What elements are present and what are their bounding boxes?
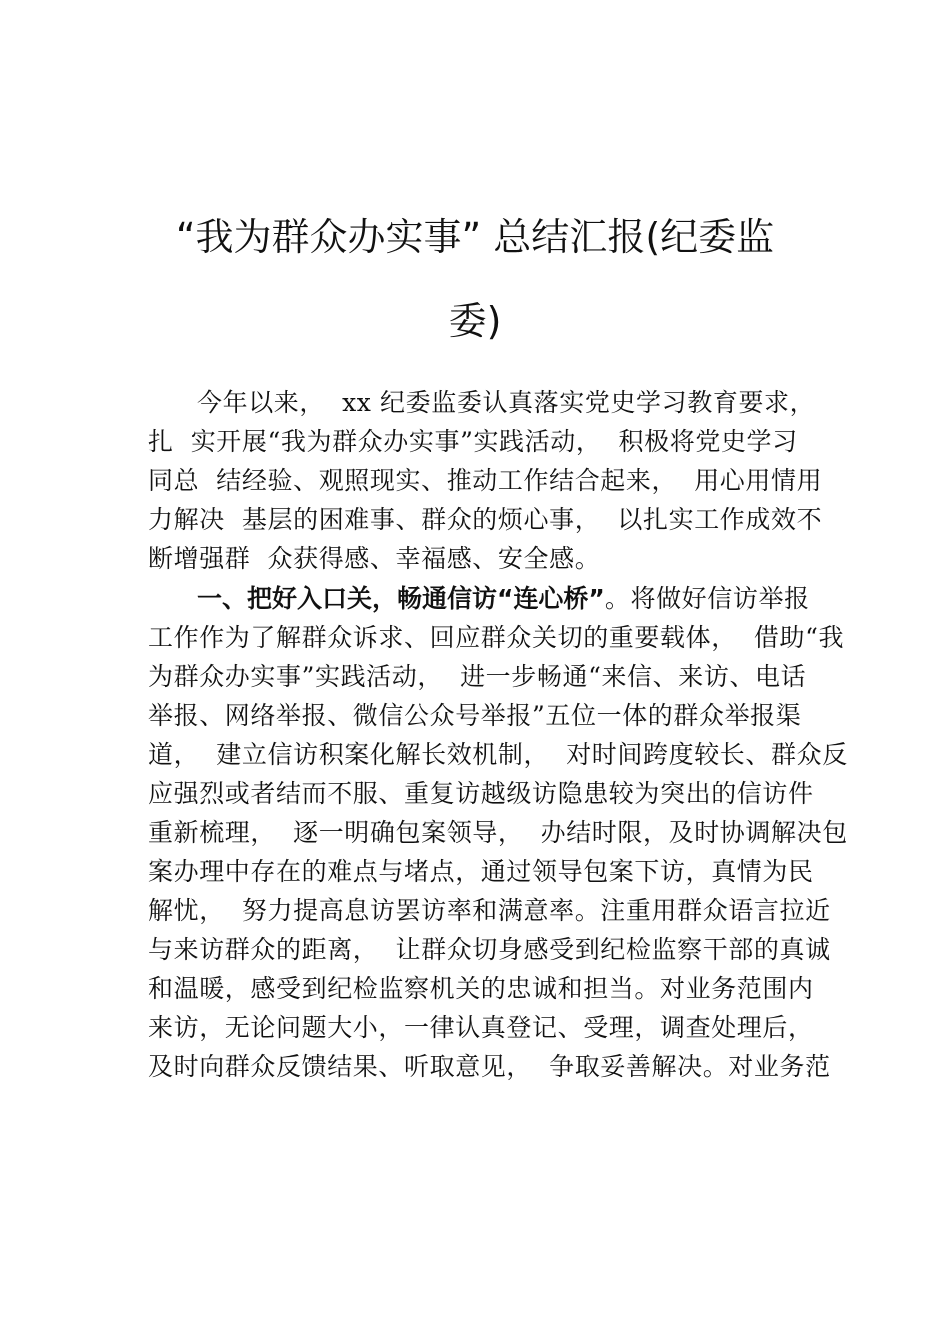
- section1-first-line: [197, 581, 867, 617]
- body-line: 解忧， 努力提高息访罢访率和满意率。注重用群众语言拉近: [148, 896, 831, 925]
- body-line: 为群众办实事”实践活动， 进一步畅通“来信、来访、电话: [148, 662, 807, 691]
- body-line: 案办理中存在的难点与堵点，通过领导包案下访，真情为民: [148, 857, 814, 886]
- document-title-line-1: “我为群众办实事” 总结汇报(纪委监: [175, 215, 775, 259]
- body-line: 应强烈或者结而不服、重复访越级访隐患较为突出的信访件: [148, 779, 814, 808]
- body-line: 道， 建立信访积案化解长效机制， 对时间跨度较长、群众反: [148, 740, 848, 769]
- section1-lead-text: 。将做好信访举报: [604, 584, 810, 613]
- body-line: 和温暖，感受到纪检监察机关的忠诚和担当。对业务范围内: [148, 974, 814, 1003]
- body-line: 来访，无论问题大小，一律认真登记、受理，调查处理后，: [148, 1013, 814, 1042]
- body-line: 及时向群众反馈结果、听取意见， 争取妥善解决。对业务范: [148, 1052, 831, 1081]
- intro-line: 断增强群 众获得感、幸福感、安全感。: [148, 544, 601, 573]
- intro-line: 扎 实开展“我为群众办实事”实践活动， 积极将党史学习: [148, 427, 798, 456]
- body-line: 重新梳理， 逐一明确包案领导， 办结时限，及时协调解决包: [148, 818, 848, 847]
- intro-line: 同总 结经验、观照现实、推动工作结合起来， 用心用情用: [148, 466, 823, 495]
- body-line: 工作作为了解群众诉求、回应群众关切的重要载体， 借助“我: [148, 623, 845, 652]
- body-line: 举报、网络举报、微信公众号举报”五位一体的群众举报渠: [148, 701, 802, 730]
- intro-line: 今年以来， xx 纪委监委认真落实党史学习教育要求，: [197, 388, 816, 417]
- document-title-line-2: 委): [448, 299, 502, 343]
- intro-line: 力解决 基层的困难事、群众的烦心事， 以扎实工作成效不: [148, 505, 823, 534]
- section1-heading: 一、把好入口关，畅通信访“连心桥”: [197, 584, 605, 613]
- body-line: 与来访群众的距离， 让群众切身感受到纪检监察干部的真诚: [148, 935, 831, 964]
